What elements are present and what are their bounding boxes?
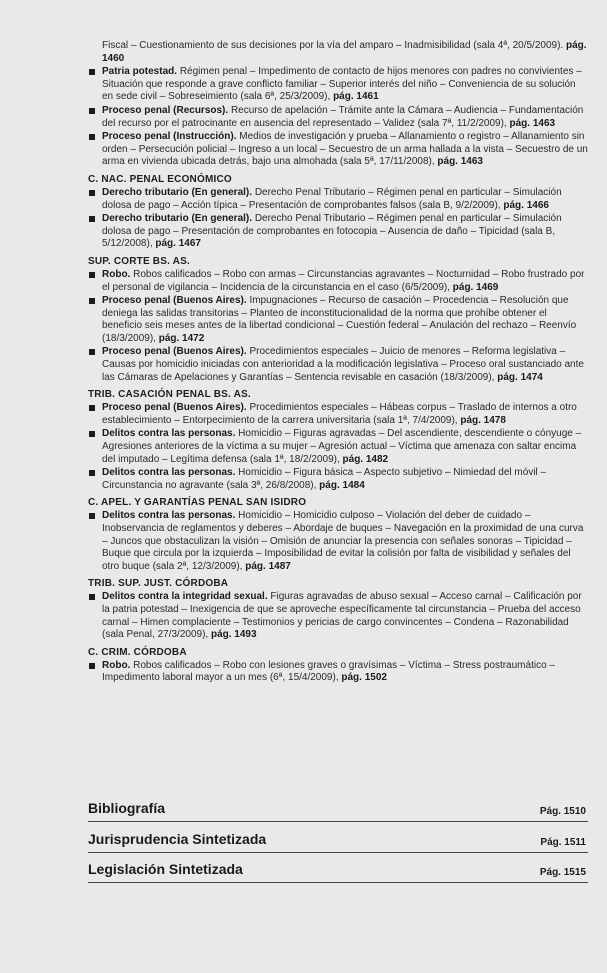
entry-text: Procedimientos especiales – Hábeas corpus – Traslado de internos a otro establecimiento – Entorpecimiento de la carrera universitaria (sala 1ª, 7/4/2009), bbox=[102, 402, 577, 426]
entry-page-ref[interactable]: pág. 1493 bbox=[210, 629, 257, 641]
square-bullet-icon bbox=[89, 470, 95, 476]
index-entry bbox=[88, 269, 588, 294]
summary-line[interactable] bbox=[88, 800, 588, 822]
court-heading: C. NAC. PENAL ECONÓMICO bbox=[88, 173, 232, 185]
entry-page-ref[interactable]: pág. 1461 bbox=[333, 91, 379, 103]
entry-text: Homicidio – Figura básica – Aspecto subjetivo – Nimiedad del móvil – Circunstancia no agravante (sala 3ª, 26/8/2008), bbox=[102, 467, 547, 491]
index-entry bbox=[88, 467, 588, 492]
entry-text: Régimen penal – Impedimento de contacto de hijos menores con padres no convivientes – Situación que responde a grave conflicto familiar – Superior interés del niño – Conveniencia de su solución en sede civil – Sobreseimiento (sala 6ª, 25/3/2009), bbox=[102, 66, 582, 103]
square-bullet-icon bbox=[89, 108, 95, 114]
entry-page-ref[interactable]: pág. 1469 bbox=[452, 281, 499, 293]
entry-subject: Proceso penal (Buenos Aires). bbox=[102, 346, 247, 358]
entry-subject: Proceso penal (Buenos Aires). bbox=[102, 402, 247, 414]
summary-label: Legislación Sintetizada bbox=[88, 861, 243, 877]
entry-page-ref[interactable]: pág. 1487 bbox=[245, 560, 291, 572]
entry-text: Derecho Penal Tributario – Régimen penal en particular – Simulación dolosa de pago – Presentación de comprobantes en fotocopia – Ausencia de daño – Tipicidad (sala B, 5/12/2008), bbox=[102, 213, 562, 250]
entry-page-ref[interactable]: pág. 1478 bbox=[460, 414, 506, 426]
square-bullet-icon bbox=[89, 349, 95, 355]
index-entry bbox=[88, 131, 588, 169]
summary-label: Bibliografía bbox=[88, 800, 166, 816]
entry-page-ref[interactable]: pág. 1482 bbox=[342, 453, 389, 465]
square-bullet-icon bbox=[89, 431, 95, 437]
index-entry bbox=[88, 187, 588, 212]
entry-page-ref[interactable]: pág. 1474 bbox=[497, 371, 543, 383]
index-entry bbox=[88, 428, 588, 466]
square-bullet-icon bbox=[89, 216, 95, 222]
summary-page: Pág. 1515 bbox=[539, 867, 586, 878]
entry-page-ref[interactable]: pág. 1467 bbox=[155, 238, 201, 250]
index-entry bbox=[88, 510, 588, 573]
entry-text: Homicidio – Homicidio culposo – Violación del deber de cuidado – Inobservancia de reglamentos y deberes – Abordaje de buques – Navegación en la proximidad de una curva – Juncos que obstaculizan la visión – Omisión de anunciar la presencia con señales sonoras – Tipicidad – Buque que circula por la izquierda – Imposibilidad de evitar la colisión por falta de visibilidad y señales del otro buque (sala 2ª, 12/3/2009), bbox=[102, 510, 584, 572]
summary-line[interactable] bbox=[88, 861, 588, 883]
entry-subject: Delitos contra las personas. bbox=[102, 428, 236, 440]
index-entry bbox=[88, 213, 588, 251]
index-entry bbox=[88, 660, 588, 685]
summary-line[interactable] bbox=[88, 831, 588, 853]
summary-label: Jurisprudencia Sintetizada bbox=[88, 831, 267, 847]
entry-text: Procedimientos especiales – Juicio de menores – Reforma legislativa – Causas por homicidio iniciadas con anterioridad a la modificación legislativa – Proceso oral sustanciado ante las Cámaras de Apelaciones y Garantías – Sentencia revisable en casación (18/3/2009), bbox=[102, 346, 584, 383]
square-bullet-icon bbox=[89, 405, 95, 411]
entry-text: Homicidio – Figuras agravadas – Del ascendiente, descendiente o cónyuge – Agresiones anteriores de la víctima a su mujer – Agresión actual – Víctima que amenaza con saltar encima del imputado – Legítima defensa (sala 1ª, 18/2/2009), bbox=[102, 428, 582, 465]
entry-page-ref[interactable]: pág. 1472 bbox=[158, 332, 205, 344]
square-bullet-icon bbox=[89, 69, 95, 75]
court-heading: C. CRIM. CÓRDOBA bbox=[88, 646, 187, 658]
index-entry bbox=[88, 66, 588, 104]
entry-subject: Derecho tributario (En general). bbox=[102, 213, 253, 225]
entry-text: Derecho Penal Tributario – Régimen penal en particular – Simulación dolosa de pago – Acción típica – Presentación de comprobantes falsos (sala B, 9/2/2009), bbox=[102, 186, 562, 211]
square-bullet-icon bbox=[89, 134, 95, 140]
entry-page-ref[interactable]: pág. 1463 bbox=[509, 117, 556, 129]
entry-text: Figuras agravadas de abuso sexual – Acceso carnal – Calificación por la patria potestad – Inexigencia de que se aproveche específicamente tal circunstancia – Prueba del acceso carnal – Himen complaciente – Testimonios y pericias de cargo convincentes – Condena – Razonabilidad (sala Penal, 27/3/2009), bbox=[102, 591, 582, 641]
summary-page: Pág. 1511 bbox=[540, 837, 586, 848]
entry-text: Robos calificados – Robo con lesiones graves o gravísimas – Víctima – Stress postraumático – Impedimento laboral mayor a un mes (6ª, 15/4/2009), bbox=[102, 659, 555, 684]
index-content bbox=[88, 40, 588, 686]
square-bullet-icon bbox=[89, 513, 95, 519]
square-bullet-icon bbox=[89, 298, 95, 304]
index-entry bbox=[88, 591, 588, 641]
entry-subject: Delitos contra las personas. bbox=[102, 467, 236, 479]
index-entry bbox=[88, 40, 588, 65]
entry-subject: Delitos contra la integridad sexual. bbox=[102, 591, 268, 603]
court-heading: C. APEL. Y GARANTÍAS PENAL SAN ISIDRO bbox=[88, 497, 307, 509]
entry-text: Fiscal – Cuestionamiento de sus decisiones por la vía del amparo – Inadmisibilidad (sala 4ª, 20/5/2009). bbox=[102, 40, 564, 51]
entry-subject: Proceso penal (Buenos Aires). bbox=[102, 295, 247, 307]
court-heading: SUP. CORTE BS. AS. bbox=[88, 255, 190, 267]
entry-subject: Robo. bbox=[102, 268, 131, 280]
entry-subject: Robo. bbox=[102, 659, 131, 671]
index-entry bbox=[88, 105, 588, 130]
entry-text: Robos calificados – Robo con armas – Circunstancias agravantes – Nocturnidad – Robo frustrado por el personal de vigilancia – Incidencia de la circunstancia en el caso (6/5/2009), bbox=[102, 268, 585, 293]
entry-page-ref[interactable]: pág. 1463 bbox=[437, 156, 483, 168]
summary-page: Pág. 1510 bbox=[539, 806, 586, 817]
square-bullet-icon bbox=[89, 594, 95, 600]
entry-subject: Proceso penal (Instrucción). bbox=[102, 131, 237, 143]
square-bullet-icon bbox=[89, 663, 95, 669]
entry-text: Recurso de apelación – Trámite ante la Cámara – Audiencia – Fundamentación del recurso por el patrocinante en ausencia del representado – Validez (sala 7ª, 11/2/2009), bbox=[102, 104, 584, 129]
entry-subject: Proceso penal (Recursos). bbox=[102, 104, 229, 116]
entry-page-ref[interactable]: pág. 1502 bbox=[341, 672, 387, 684]
entry-subject: Delitos contra las personas. bbox=[102, 510, 236, 522]
court-heading: TRIB. CASACIÓN PENAL BS. AS. bbox=[88, 389, 251, 401]
entry-text: Impugnaciones – Recurso de casación – Procedencia – Resolución que deniega las salidas transitorias – Planteo de inconstitucionalidad de la norma que prohíbe obtener el beneficio seis meses antes de la libertad condicional – Cuestión federal – Anulación del rechazo – Reenvío (18/3/2009), bbox=[102, 295, 577, 344]
index-entry bbox=[88, 402, 588, 427]
entry-page-ref[interactable]: pág. 1466 bbox=[503, 199, 549, 211]
entry-page-ref[interactable]: pág. 1484 bbox=[319, 479, 365, 491]
court-heading: TRIB. SUP. JUST. CÓRDOBA bbox=[88, 578, 229, 590]
entry-text: Medios de investigación y prueba – Allanamiento o registro – Allanamiento sin orden – Persecución policial – Ingreso a un local – Secuestro de un arma hallada a la vista – Secuestro de un arma en vivienda ubicada detrás, bajo una almohada (sala 5ª, 17/11/2008), bbox=[102, 131, 588, 168]
index-entry bbox=[88, 295, 588, 345]
index-entry bbox=[88, 346, 588, 384]
square-bullet-icon bbox=[89, 272, 95, 278]
entry-subject: Patria potestad. bbox=[102, 66, 178, 78]
square-bullet-icon bbox=[89, 190, 95, 196]
entry-page-ref[interactable]: pág. 1460 bbox=[102, 40, 587, 64]
entry-subject: Derecho tributario (En general). bbox=[102, 186, 253, 198]
